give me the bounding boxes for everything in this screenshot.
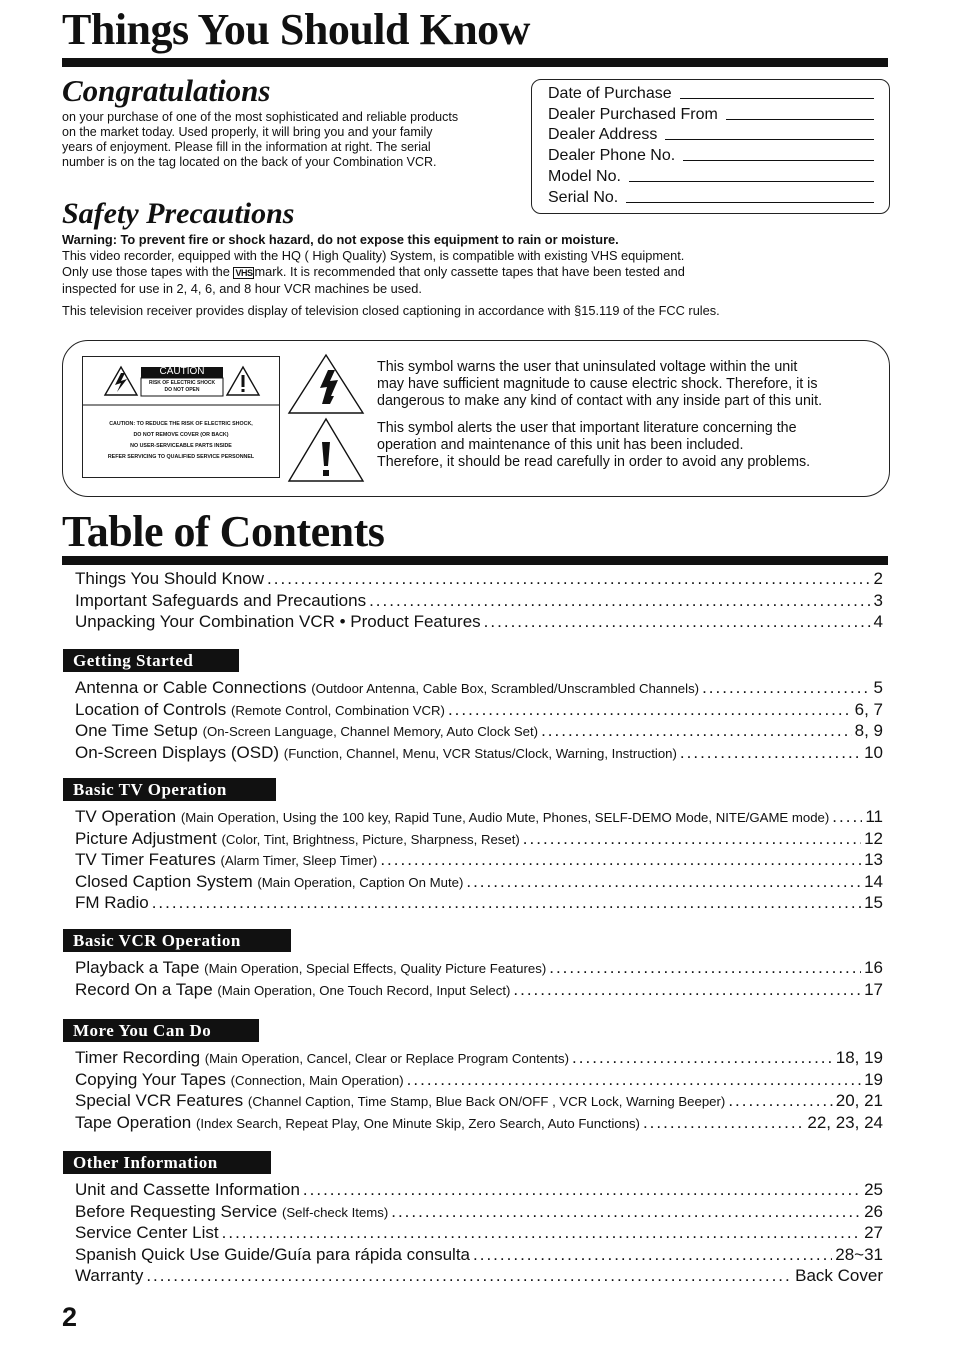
congratulations-heading: Congratulations [62, 73, 271, 108]
toc-entry-main-title: Record On a Tape [75, 979, 213, 999]
toc-entry-subtopics: (Outdoor Antenna, Cable Box, Scrambled/Unscrambled Channels) [311, 681, 700, 696]
toc-entry-things-you-should-know[interactable] [75, 569, 883, 591]
toc-entry-warranty[interactable] [75, 1266, 883, 1288]
toc-entry-title [75, 850, 377, 870]
page-title: Things You Should Know [62, 5, 530, 54]
field-label: Dealer Phone No. [548, 147, 676, 165]
toc-page-number: 22, 23, 24 [807, 1112, 883, 1132]
toc-entry-subtopics: (Main Operation, Special Effects, Quality Picture Features) [204, 961, 547, 976]
title-rule [62, 58, 888, 67]
toc-page-number: 12 [864, 828, 883, 848]
caution-line: REFER SERVICING TO QUALIFIED SERVICE PERSONNEL [107, 454, 255, 460]
toc-page-number: 6, 7 [854, 699, 883, 719]
toc-entry-record-on-a-tape[interactable] [75, 980, 883, 1002]
caution-line: DO NOT REMOVE COVER (OR BACK) [133, 432, 229, 438]
toc-dot-leader [303, 1180, 861, 1200]
safety-line: This video recorder, equipped with the HQ ( High Quality) System, is compatible with existing VHS equipment. [62, 247, 685, 263]
toc-dot-leader [832, 807, 862, 827]
fill-line [665, 139, 874, 140]
toc-page-number: 10 [864, 742, 883, 762]
toc-entry-title [75, 591, 366, 611]
toc-dot-leader [513, 980, 861, 1000]
toc-entry-title [75, 1070, 404, 1090]
toc-entry-main-title: Playback a Tape [75, 958, 200, 977]
safety-line-part: mark. It is recommended that only cassette tapes that have been tested and [254, 263, 685, 279]
dealer-phone-field[interactable] [548, 144, 874, 165]
toc-page-number: 4 [873, 612, 883, 631]
congratulations-line: on your purchase of one of the most sophisticated and reliable products [62, 110, 459, 124]
field-label: Model No. [548, 167, 621, 185]
toc-page-number: 11 [865, 807, 883, 826]
toc-rule [62, 556, 888, 565]
toc-page-number: 5 [873, 678, 883, 697]
description-line: This symbol warns the user that uninsulated voltage within the unit [377, 359, 798, 375]
exclamation-warning-icon [227, 367, 259, 395]
congratulations-line: on the market today. Used properly, it will bring you and your family [62, 125, 433, 139]
toc-page-number: 3 [873, 590, 883, 610]
toc-page-number: Back Cover [795, 1266, 883, 1285]
toc-entry-subtopics: (On-Screen Language, Channel Memory, Auto Clock Set) [202, 724, 539, 739]
toc-entry-main-title: Closed Caption System [75, 871, 253, 891]
toc-entry-title [75, 569, 264, 589]
toc-entry-main-title: Unpacking Your Combination VCR • Product Features [75, 612, 481, 631]
toc-entry-timer-recording[interactable] [75, 1048, 883, 1070]
safety-line [62, 264, 902, 282]
lightning-warning-icon [105, 367, 137, 395]
toc-entry-special-vcr-features[interactable] [75, 1091, 883, 1113]
toc-entry-main-title: Unit and Cassette Information [75, 1180, 300, 1199]
toc-entry-main-title: Warranty [75, 1266, 144, 1285]
toc-entry-service-center-list[interactable] [75, 1223, 883, 1245]
toc-entry-main-title: One Time Setup [75, 721, 198, 740]
toc-dot-leader [407, 1070, 861, 1090]
toc-dot-leader [222, 1223, 861, 1243]
toc-page-number: 28~31 [835, 1244, 883, 1264]
toc-entry-title [75, 980, 510, 1000]
toc-entry-main-title: Antenna or Cable Connections [75, 678, 307, 697]
toc-page-number: 19 [864, 1069, 883, 1089]
toc-entry-title [75, 612, 481, 632]
toc-entry-title [75, 1113, 640, 1133]
safety-heading: Safety Precautions [62, 197, 295, 230]
toc-entry-one-time-setup[interactable] [75, 721, 883, 743]
model-no-field[interactable] [548, 165, 874, 186]
toc-entry-copying-your-tapes[interactable] [75, 1070, 883, 1092]
toc-dot-leader [572, 1048, 833, 1068]
toc-page-number: 27 [864, 1223, 883, 1242]
toc-entry-title [75, 829, 520, 849]
toc-title: Table of Contents [62, 507, 385, 556]
toc-dot-leader [680, 743, 861, 763]
toc-entry-subtopics: (Main Operation, Caption On Mute) [257, 874, 464, 890]
exclamation-triangle-icon [286, 416, 366, 484]
toc-entry-subtopics: (Alarm Timer, Sleep Timer) [220, 853, 378, 868]
toc-dot-leader [369, 591, 870, 611]
toc-entry-main-title: Service Center List [75, 1223, 219, 1242]
toc-page-number: 2 [873, 569, 883, 588]
toc-entry-subtopics: (Main Operation, One Touch Record, Input Select) [217, 982, 511, 998]
toc-entry-title [75, 1180, 300, 1200]
toc-entry-title [75, 700, 445, 720]
fill-line [683, 160, 874, 161]
toc-entry-title [75, 1091, 725, 1111]
toc-entry-unit-and-cassette-information[interactable] [75, 1180, 883, 1202]
toc-entry-main-title: Timer Recording [75, 1048, 201, 1067]
safety-warning: Warning: To prevent fire or shock hazard, do not expose this equipment to rain or moisture. [62, 232, 619, 247]
description-line: Therefore, it should be read carefully in order to avoid any problems. [377, 454, 811, 470]
serial-no-field[interactable] [548, 186, 874, 207]
toc-entry-tape-operation[interactable] [75, 1113, 883, 1135]
toc-entry-main-title: Spanish Quick Use Guide/Guía para rápida consulta [75, 1244, 471, 1264]
vhs-logo: VHS [235, 267, 253, 278]
toc-dot-leader [702, 678, 870, 698]
dealer-purchased-from-field[interactable] [548, 103, 874, 124]
toc-page-number: 20, 21 [835, 1091, 883, 1110]
field-label: Date of Purchase [548, 84, 672, 102]
toc-entry-title [75, 678, 699, 698]
toc-entry-title [75, 1048, 569, 1068]
toc-entry-antenna-or-cable-connections[interactable] [75, 678, 883, 700]
toc-entry-title [75, 1223, 219, 1243]
toc-entry-main-title: Picture Adjustment [75, 828, 217, 848]
section-header-other-information: Other Information [63, 1151, 271, 1174]
toc-page-number: 15 [864, 893, 883, 912]
toc-entry-main-title: Location of Controls [75, 699, 227, 719]
toc-dot-leader [152, 893, 861, 913]
caution-body [83, 419, 279, 463]
toc-entry-important-safeguards-and-precautions[interactable] [75, 591, 883, 613]
fill-line [726, 119, 874, 120]
toc-entry-main-title: On-Screen Displays (OSD) [75, 742, 280, 762]
toc-dot-leader [549, 958, 861, 978]
toc-page-number: 8, 9 [854, 721, 883, 740]
caution-line: NO USER-SERVICEABLE PARTS INSIDE [130, 443, 232, 449]
toc-page-number: 14 [864, 871, 883, 891]
toc-entry-main-title: TV Operation [75, 807, 177, 826]
toc-entry-title [75, 721, 538, 741]
toc-entry-closed-caption-system[interactable] [75, 872, 883, 894]
toc-dot-leader [380, 850, 861, 870]
lightning-triangle-icon [286, 352, 366, 416]
toc-dot-leader [728, 1091, 832, 1111]
toc-dot-leader [267, 569, 870, 589]
toc-entry-unpacking-your-combination-vcr-product-features[interactable] [75, 612, 883, 634]
toc-entry-title [75, 807, 829, 827]
toc-entry-main-title: Copying Your Tapes [75, 1069, 226, 1089]
toc-entry-fm-radio[interactable] [75, 893, 883, 915]
toc-entry-subtopics: (Main Operation, Cancel, Clear or Replace Program Contents) [204, 1051, 570, 1066]
date-of-purchase-field[interactable] [548, 82, 874, 103]
section-header-more-you-can-do: More You Can Do [63, 1019, 259, 1042]
toc-dot-leader [391, 1202, 861, 1222]
toc-entry-main-title: Important Safeguards and Precautions [75, 590, 367, 610]
description-line: This symbol alerts the user that important literature concerning the [377, 420, 797, 436]
toc-page-number: 25 [864, 1180, 883, 1199]
toc-entry-picture-adjustment[interactable] [75, 829, 883, 851]
toc-entry-title [75, 743, 677, 763]
safety-line-part: Only use those tapes with the [62, 263, 230, 279]
description-line: dangerous to make any kind of contact with any inside part of this unit. [377, 393, 823, 409]
caution-subtitle: RISK OF ELECTRIC SHOCK [148, 380, 216, 386]
toc-entry-title [75, 958, 546, 978]
toc-entry-main-title: TV Timer Features [75, 850, 216, 869]
exclamation-description [377, 420, 882, 471]
congratulations-line: years of enjoyment. Please fill in the information at right. The serial [62, 140, 431, 154]
toc-entry-subtopics: (Remote Control, Combination VCR) [230, 702, 445, 718]
toc-dot-leader [146, 1266, 792, 1286]
description-line: may have sufficient magnitude to cause electric shock. Therefore, it is [377, 376, 818, 392]
toc-page-number: 13 [864, 850, 883, 869]
toc-entry-spanish-quick-use-guide-gu-a-para-r-pida-consulta[interactable] [75, 1245, 883, 1267]
toc-dot-leader [484, 612, 871, 632]
toc-entry-title [75, 872, 463, 892]
toc-entry-title [75, 1245, 470, 1265]
toc-entry-title [75, 893, 149, 913]
toc-entry-subtopics: (Self-check Items) [281, 1204, 389, 1220]
section-header-basic-vcr-operation: Basic VCR Operation [63, 929, 291, 952]
toc-entry-main-title: Special VCR Features [75, 1091, 244, 1110]
toc-entry-on-screen-displays-osd[interactable] [75, 743, 883, 765]
safety-line: inspected for use in 2, 4, 6, and 8 hour VCR machines be used. [62, 281, 422, 297]
toc-entry-main-title: Things You Should Know [75, 569, 265, 588]
toc-dot-leader [643, 1113, 804, 1133]
fill-line [680, 98, 874, 99]
toc-entry-title [75, 1266, 143, 1286]
toc-entry-subtopics: (Main Operation, Using the 100 key, Rapid Tune, Audio Mute, Phones, SELF-DEMO Mode, NITE/GAME mode) [180, 810, 830, 825]
toc-entry-subtopics: (Color, Tint, Brightness, Picture, Sharpness, Reset) [221, 831, 520, 847]
caution-line: CAUTION: TO REDUCE THE RISK OF ELECTRIC SHOCK, [109, 421, 253, 427]
congratulations-line: number is on the tag located on the back of your Combination VCR. [62, 155, 437, 169]
page-number: 2 [62, 1302, 78, 1332]
toc-entry-subtopics: (Connection, Main Operation) [230, 1072, 404, 1088]
caution-subtitle: DO NOT OPEN [164, 387, 200, 393]
toc-entry-subtopics: (Index Search, Repeat Play, One Minute Skip, Zero Search, Auto Functions) [195, 1115, 640, 1131]
toc-entry-location-of-controls[interactable] [75, 700, 883, 722]
toc-entry-main-title: FM Radio [75, 893, 149, 912]
safety-text [62, 232, 902, 319]
toc-dot-leader [466, 872, 861, 892]
toc-entry-subtopics: (Channel Caption, Time Stamp, Blue Back ON/OFF , VCR Lock, Warning Beeper) [247, 1094, 726, 1109]
description-line: operation and maintenance of this unit has been included. [377, 437, 744, 453]
caution-label [82, 356, 280, 478]
congratulations-text [62, 110, 532, 170]
toc-dot-leader [523, 829, 861, 849]
section-header-basic-tv-operation: Basic TV Operation [63, 778, 276, 801]
toc-entry-title [75, 1202, 388, 1222]
field-label: Dealer Purchased From [548, 105, 718, 123]
section-header-getting-started: Getting Started [63, 649, 239, 672]
toc-entry-main-title: Tape Operation [75, 1112, 192, 1132]
toc-entry-playback-a-tape[interactable] [75, 958, 883, 980]
caution-title: CAUTION [159, 366, 205, 377]
registration-box [531, 79, 890, 214]
toc-entry-before-requesting-service[interactable] [75, 1202, 883, 1224]
caption-note: This television receiver provides display of television closed captioning in accordance with §15.119 of the FCC rules. [62, 303, 720, 319]
toc-entry-main-title: Before Requesting Service [75, 1201, 278, 1221]
fill-line [626, 202, 874, 203]
toc-dot-leader [473, 1245, 832, 1265]
toc-entry-tv-timer-features[interactable] [75, 850, 883, 872]
toc-entry-tv-operation[interactable] [75, 807, 883, 829]
toc-page-number: 17 [864, 979, 883, 999]
toc-dot-leader [448, 700, 852, 720]
field-label: Serial No. [548, 188, 619, 206]
toc-dot-leader [541, 721, 852, 741]
toc-page-number: 16 [864, 958, 883, 977]
dealer-address-field[interactable] [548, 124, 874, 145]
field-label: Dealer Address [548, 126, 658, 144]
toc-page-number: 18, 19 [835, 1048, 883, 1067]
toc-page-number: 26 [864, 1201, 883, 1221]
toc-entry-subtopics: (Function, Channel, Menu, VCR Status/Clock, Warning, Instruction) [283, 745, 677, 761]
fill-line [629, 181, 874, 182]
lightning-description [377, 359, 882, 410]
